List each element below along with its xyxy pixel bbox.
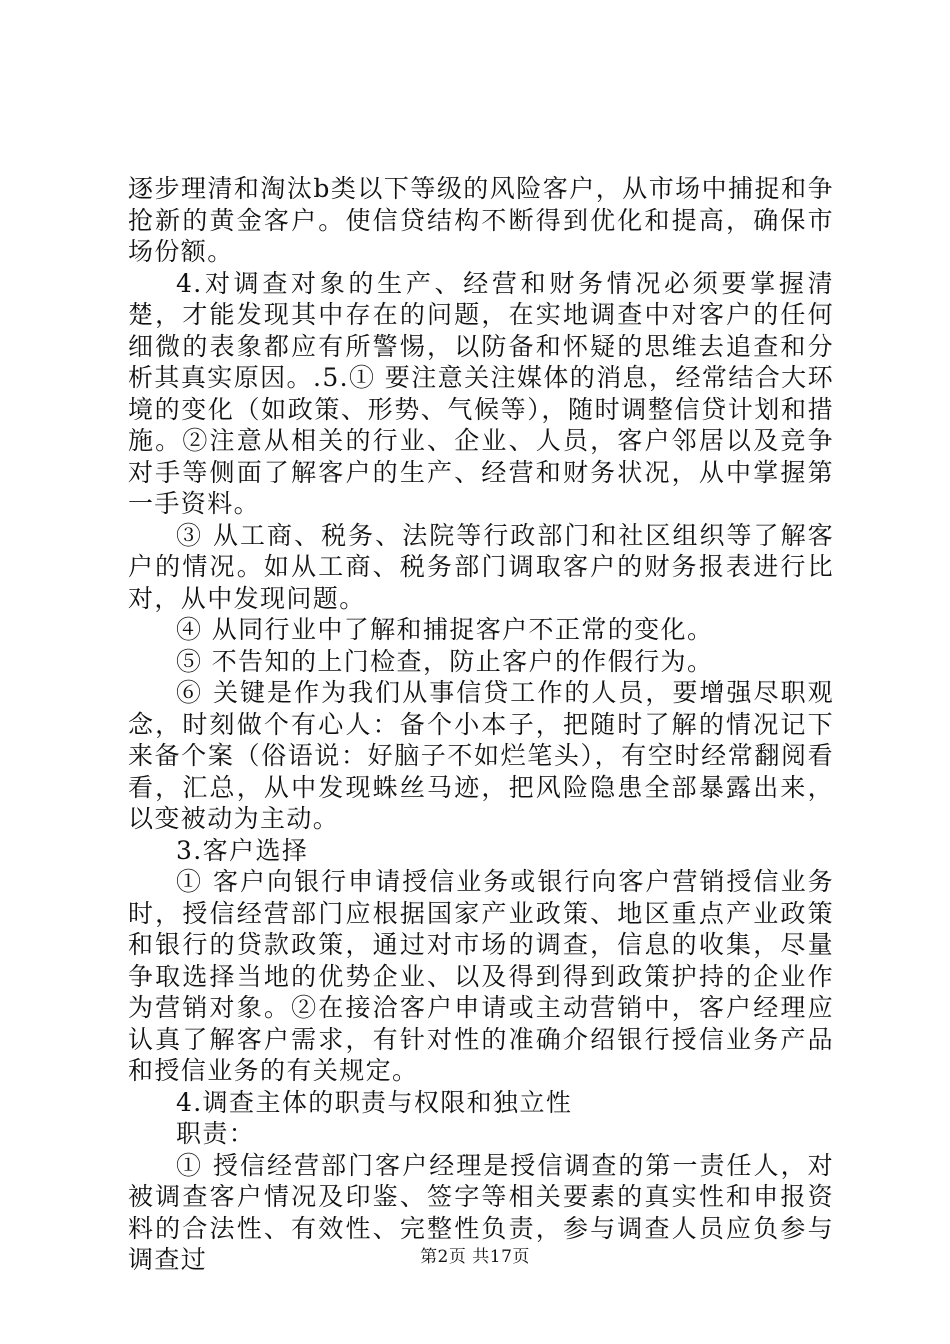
paragraph-11: ① 授信经营部门客户经理是授信调查的第一责任人，对被调查客户情况及印鉴、签字等相关要素的真实性和申报资料的合法性、有效性、完整性负责，参与调查人员应负参与调查过 (128, 1150, 834, 1274)
paragraph-5: ⑤ 不告知的上门检查，防止客户的作假行为。 (176, 646, 714, 676)
paragraph-3: ③ 从工商、税务、法院等行政部门和社区组织等了解客户的情况。如从工商、税务部门调取客户的财务报表进行比对，从中发现问题。 (128, 520, 834, 613)
paragraph-4: ④ 从同行业中了解和捕捉客户不正常的变化。 (176, 615, 714, 644)
subheading-responsibilities: 职责： (176, 1119, 256, 1148)
paragraph-1: 逐步理清和淘汰b类以下等级的风险客户，从市场中捕捉和争抢新的黄金客户。使信贷结构不断得到优化和提高，确保市场份额。 (128, 174, 834, 266)
document-body (128, 173, 834, 1276)
paragraph-6: ⑥ 关键是作为我们从事信贷工作的人员，要增强尽职观念，时刻做个有心人：备个小本子，把随时了解的情况记下来备个案（俗语说：好脑子不如烂笔头），有空时经常翻阅看看，汇总，从中发现蛛丝马迹，把风险隐患全部暴露出来，以变被动为主动。 (128, 678, 834, 833)
section-heading-customer-selection: 3.客户选择 (176, 835, 309, 865)
paragraph-8: ① 客户向银行申请授信业务或银行向客户营销授信业务时，授信经营部门应根据国家产业政策、地区重点产业政策和银行的贷款政策，通过对市场的调查，信息的收集，尽量争取选择当地的优势企业、以及得到得到政策护持的企业作为营销对象。②在接洽客户申请或主动营销中，客户经理应认真了解客户需求，有针对性的准确介绍银行授信业务产品和授信业务的有关规定。 (128, 867, 834, 1085)
paragraph-2: 4.对调查对象的生产、经营和财务情况必须要掌握清楚，才能发现其中存在的问题，在实地调查中对客户的任何细微的表象都应有所警惕，以防备和怀疑的思维去追查和分析其真实原因。.5.① 要注意关注媒体的消息，经常结合大环境的变化（如政策、形势、气候等），随时调整信贷计划和措施。②注意从相关的行业、企业、人员，客户邻居以及竞争对手等侧面了解客户的生产、经营和财务状况，从中掌握第一手资料。 (128, 268, 834, 518)
page-footer: 第2页 共17页 (420, 1247, 530, 1267)
section-heading-duties: 4.调查主体的职责与权限和独立性 (176, 1087, 573, 1117)
